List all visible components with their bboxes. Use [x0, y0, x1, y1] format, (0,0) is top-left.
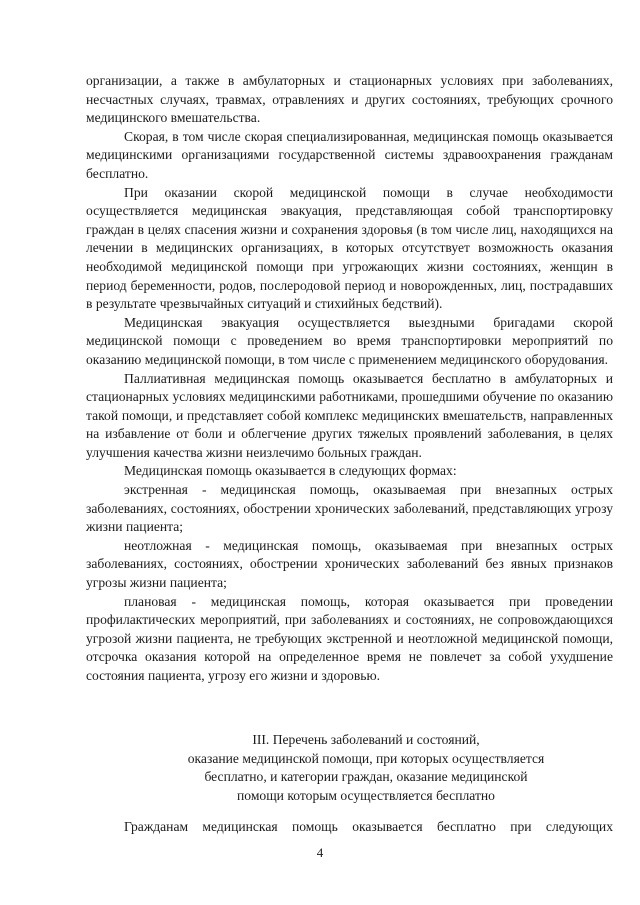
paragraph-ambulance-free: Скорая, в том числе скорая специализированная, медицинская помощь оказывается медицинскими организациями государственной системы здравоохранения гражданам бесплатно.	[86, 128, 613, 181]
page-number: 4	[316, 845, 324, 860]
paragraph-form-planned: плановая - медицинская помощь, которая оказывается при проведении профилактических мероприятий, при заболеваниях и состояниях, не сопровождающихся угрозой жизни пациента, не требующих экстренной и неотложной медицинской помощи, отсрочка оказания которой на определенное время не повлечет за собой ухудшение состояния пациента, угрозу его жизни и здоровью.	[86, 593, 613, 683]
paragraph-evacuation: При оказании скорой медицинской помощи в случае необходимости осуществляется медицинская эвакуация, представляющая собой транспортировку граждан в целях спасения жизни и сохранения здоровья (в том числе лиц, находящихся на лечении в медицинских организациях, в которых отсутствует возможность оказания необходимой медицинской помощи при угрожающих жизни состояниях, женщин в период беременности, родов, послеродовой период и новорожденных, лиц, пострадавших в результате чрезвычайных ситуаций и стихийных бедствий).	[86, 184, 613, 312]
paragraph-form-emergency: экстренная - медицинская помощь, оказываемая при внезапных острых заболеваниях, состояниях, обострении хронических заболеваний, представляющих угрозу жизни пациента;	[86, 482, 613, 535]
paragraph-palliative-care: Паллиативная медицинская помощь оказывается бесплатно в амбулаторных и стационарных условиях медицинскими работниками, прошедшими обучение по оказанию такой помощи, и представляет собой комплекс медицинских вмешательств, направленных на избавление от боли и облегчение других тяжелых проявлений заболевания, в целях улучшения качества жизни неизлечимо больных граждан.	[86, 370, 613, 460]
closing-line: Гражданам медицинская помощь оказывается бесплатно при следующих	[124, 819, 613, 834]
heading-line: III. Перечень заболеваний и состояний,	[252, 732, 480, 747]
body-text	[86, 72, 613, 686]
paragraph-forms-intro: Медицинская помощь оказывается в следующих формах:	[124, 463, 457, 479]
paragraph-form-urgent: неотложная - медицинская помощь, оказываемая при внезапных острых заболеваниях, состояниях, обострении хронических заболеваний без явных признаков угрозы жизни пациента;	[86, 537, 613, 591]
heading-line: бесплатно, и категории граждан, оказание медицинской	[204, 769, 528, 785]
section-heading	[86, 731, 640, 805]
heading-line: помощи которым осуществляется бесплатно	[237, 787, 495, 803]
paragraph-evacuation-teams: Медицинская эвакуация осуществляется выездными бригадами скорой медицинской помощи с проведением во время транспортировки мероприятий по оказанию медицинской помощи, в том числе с применением медицинского оборудования.	[86, 314, 613, 367]
paragraph-organizations: организации, а также в амбулаторных и стационарных условиях при заболеваниях, несчастных случаях, травмах, отравлениях и других состояниях, требующих срочного медицинского вмешательства.	[86, 73, 613, 126]
heading-line: оказание медицинской помощи, при которых осуществляется	[187, 750, 545, 766]
